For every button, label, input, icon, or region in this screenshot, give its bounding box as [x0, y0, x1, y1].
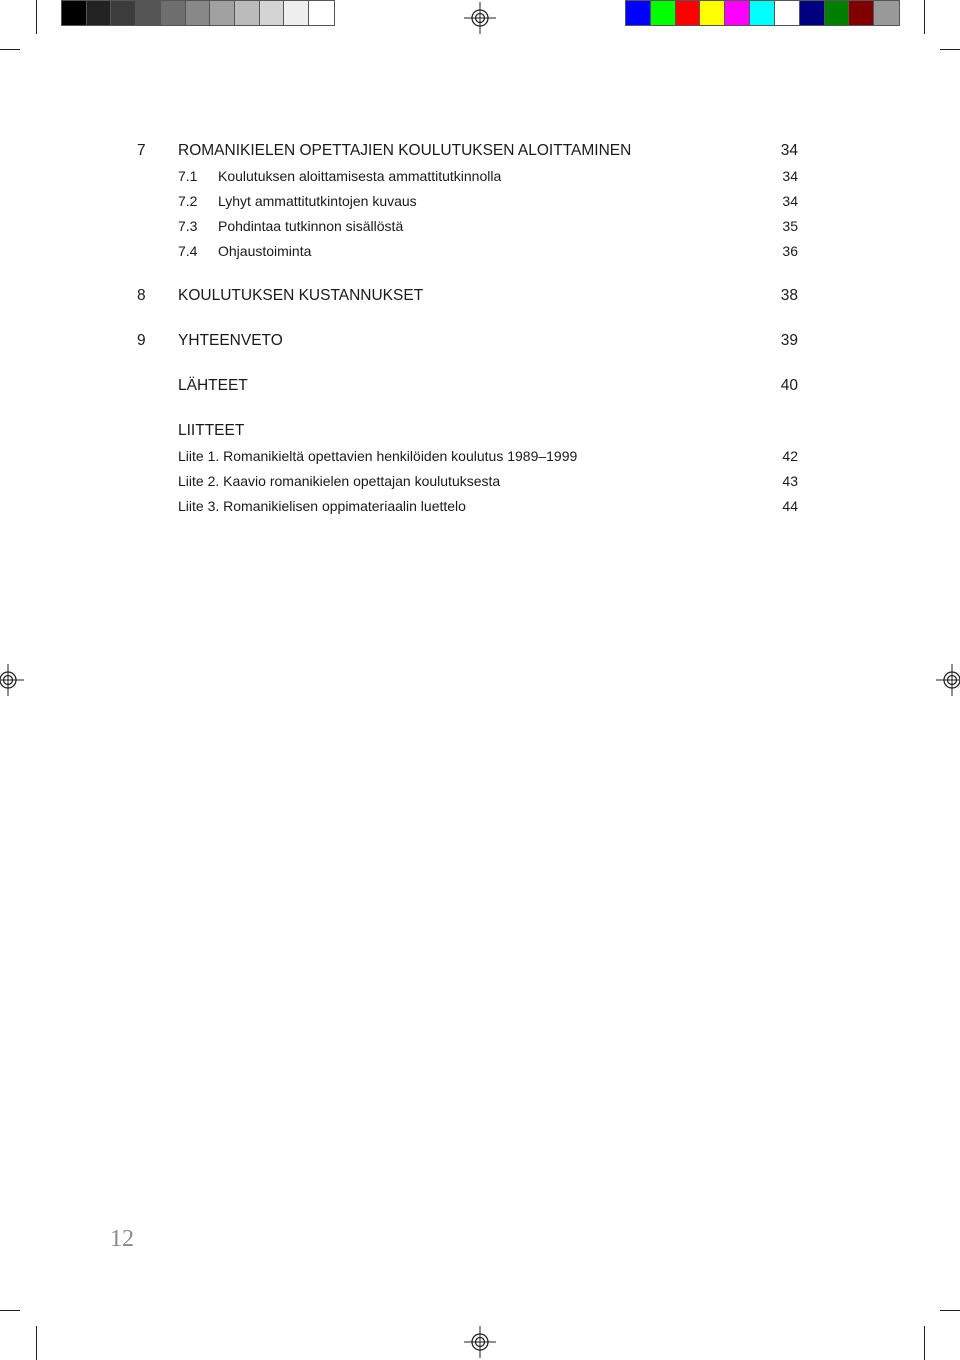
- color-swatch: [651, 1, 676, 25]
- toc-entry-chapter-8[interactable]: [0, 285, 960, 307]
- chapter-title: KOULUTUKSEN KUSTANNUKSET: [178, 287, 424, 304]
- color-swatch: [775, 1, 800, 25]
- color-swatch: [260, 1, 285, 25]
- chapter-title: LÄHTEET: [178, 377, 248, 394]
- toc-entry-section-7-3[interactable]: [0, 215, 960, 237]
- section-number: 7.2: [178, 193, 198, 209]
- toc-entry-liitteet[interactable]: [0, 420, 960, 442]
- section-number: 7.3: [178, 218, 198, 234]
- color-swatch: [725, 1, 750, 25]
- crop-mark: [940, 1310, 960, 1311]
- crop-mark: [940, 49, 960, 50]
- page-ref: 34: [780, 142, 798, 159]
- page-ref: 40: [780, 377, 798, 394]
- section-number: 7.1: [178, 168, 198, 184]
- registration-mark-icon: [0, 664, 24, 696]
- page-ref: 39: [780, 332, 798, 349]
- chapter-title: YHTEENVETO: [178, 332, 283, 349]
- page-ref: 35: [782, 218, 798, 234]
- chapter-number: 8: [137, 287, 146, 304]
- color-swatch: [750, 1, 775, 25]
- crop-mark: [0, 49, 20, 50]
- crop-mark: [924, 1326, 925, 1360]
- toc-entry-section-7-4[interactable]: [0, 240, 960, 262]
- chapter-number: 7: [137, 142, 146, 159]
- crop-mark: [36, 0, 37, 34]
- color-swatch: [87, 1, 112, 25]
- toc-entry-chapter-9[interactable]: [0, 330, 960, 352]
- color-swatch: [186, 1, 211, 25]
- section-title: Ohjaustoiminta: [218, 243, 312, 259]
- toc-entry-section-7-2[interactable]: [0, 190, 960, 212]
- page-ref: 44: [782, 498, 798, 514]
- color-swatch: [136, 1, 161, 25]
- page-ref: 43: [782, 473, 798, 489]
- page-ref: 42: [782, 448, 798, 464]
- color-swatch: [309, 1, 334, 25]
- color-swatch: [62, 1, 87, 25]
- crop-mark: [36, 1326, 37, 1360]
- toc-entry-liite-3[interactable]: [0, 495, 960, 517]
- color-bar: [625, 0, 900, 26]
- color-swatch: [825, 1, 850, 25]
- color-swatch: [700, 1, 725, 25]
- color-swatch: [626, 1, 651, 25]
- crop-mark: [924, 0, 925, 34]
- color-swatch: [800, 1, 825, 25]
- color-swatch: [676, 1, 701, 25]
- toc-entry-chapter-7[interactable]: [0, 140, 960, 162]
- toc-entry-lahteet[interactable]: [0, 375, 960, 397]
- color-swatch: [111, 1, 136, 25]
- page-ref: 38: [780, 287, 798, 304]
- registration-mark-icon: [464, 2, 496, 34]
- registration-mark-icon: [464, 1326, 496, 1358]
- section-number: 7.4: [178, 243, 198, 259]
- color-swatch: [849, 1, 874, 25]
- crop-mark: [0, 1310, 20, 1311]
- registration-mark-icon: [936, 664, 960, 696]
- appendix-title: Liite 3. Romanikielisen oppimateriaalin luettelo: [178, 498, 466, 514]
- chapter-title: LIITTEET: [178, 422, 245, 439]
- color-swatch: [210, 1, 235, 25]
- section-title: Lyhyt ammattitutkintojen kuvaus: [218, 193, 417, 209]
- toc-entry-liite-2[interactable]: [0, 470, 960, 492]
- color-swatch: [161, 1, 186, 25]
- appendix-title: Liite 2. Kaavio romanikielen opettajan koulutuksesta: [178, 473, 501, 489]
- page-ref: 34: [782, 193, 798, 209]
- toc-entry-section-7-1[interactable]: [0, 165, 960, 187]
- page-number: 12: [110, 1226, 134, 1252]
- page-ref: 36: [782, 243, 798, 259]
- page-ref: 34: [782, 168, 798, 184]
- color-swatch: [235, 1, 260, 25]
- toc-entry-liite-1[interactable]: [0, 445, 960, 467]
- section-title: Koulutuksen aloittamisesta ammattitutkinnolla: [218, 168, 502, 184]
- section-title: Pohdintaa tutkinnon sisällöstä: [218, 218, 404, 234]
- color-swatch: [284, 1, 309, 25]
- chapter-number: 9: [137, 332, 146, 349]
- color-swatch: [874, 1, 899, 25]
- appendix-title: Liite 1. Romanikieltä opettavien henkilöiden koulutus 1989–1999: [178, 448, 578, 464]
- grayscale-bar: [61, 0, 335, 26]
- chapter-title: ROMANIKIELEN OPETTAJIEN KOULUTUKSEN ALOITTAMINEN: [178, 142, 632, 159]
